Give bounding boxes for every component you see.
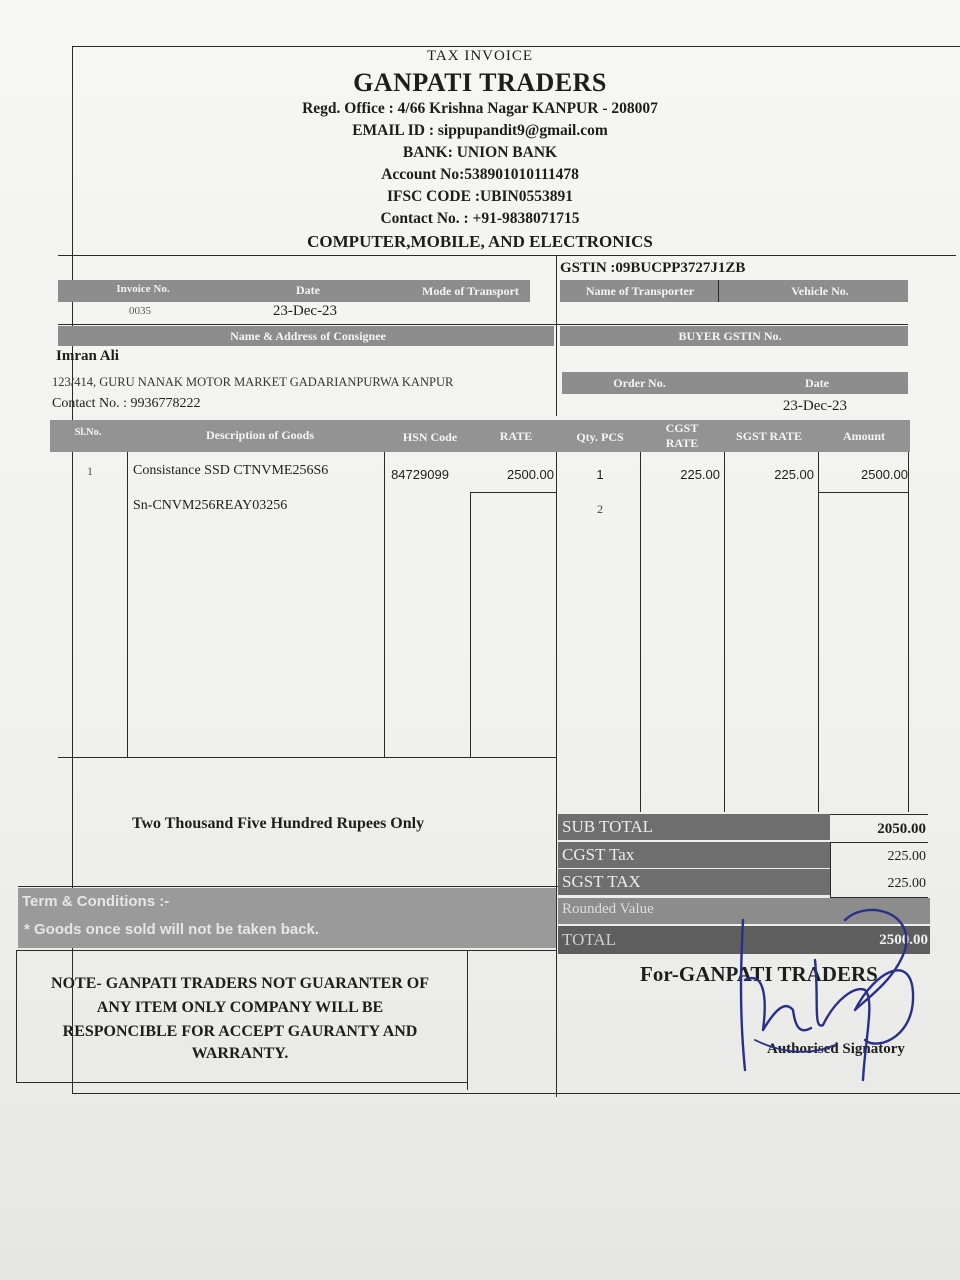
date-label: Date xyxy=(296,283,320,297)
cgst-tax-label: CGST Tax xyxy=(562,845,635,864)
row1-qty: 1 xyxy=(596,467,604,482)
col-line-h xyxy=(818,492,908,493)
col-description: Description of Goods xyxy=(206,428,314,442)
handwritten-signature-image xyxy=(715,890,935,1090)
items-bottom xyxy=(58,757,556,758)
col-hsn: HSN Code xyxy=(402,430,458,444)
col-sgst: SGST RATE xyxy=(736,429,802,443)
order-date-label: Date xyxy=(805,376,829,390)
row1-description: Consistance SSD CTNVME256S6 xyxy=(133,463,329,478)
buyer-gstin-bar xyxy=(560,326,908,346)
note-line-4: WARRANTY. xyxy=(191,1045,289,1062)
total-value: 2500.00 xyxy=(879,932,928,948)
sgst-tax-label: SGST TAX xyxy=(562,872,641,891)
invoice-number: 0035 xyxy=(129,305,151,317)
row1-hsn: 84729099 xyxy=(391,467,449,482)
col-line xyxy=(908,452,909,812)
col-line xyxy=(640,452,641,812)
office-address: Regd. Office : 4/66 Krishna Nagar KANPUR - 208007 xyxy=(302,100,658,117)
doc-type: TAX INVOICE xyxy=(426,48,534,64)
terms-line: * Goods once sold will not be taken back. xyxy=(24,921,320,938)
info-header-bar xyxy=(58,280,530,302)
invoice-date: 23-Dec-23 xyxy=(272,303,338,319)
terms-title: Term & Conditions :- xyxy=(22,893,170,910)
vehicle-label: Vehicle No. xyxy=(791,284,849,298)
amount-in-words: Two Thousand Five Hundred Rupees Only xyxy=(132,815,425,832)
totals-line xyxy=(830,814,928,815)
sgst-tax-value: 225.00 xyxy=(887,876,926,891)
row1-amount: 2500.00 xyxy=(861,467,908,482)
note-line-2: ANY ITEM ONLY COMPANY WILL BE xyxy=(96,999,384,1016)
row1-sgst: 225.00 xyxy=(774,467,814,482)
row2-qty: 2 xyxy=(597,502,603,516)
contact-number: Contact No. : +91-9838071715 xyxy=(380,210,580,227)
items-header-bar xyxy=(50,420,910,452)
info-col-line xyxy=(556,256,557,416)
transporter-label: Name of Transporter xyxy=(585,284,695,298)
transporter-header-bar xyxy=(560,280,908,302)
col-cgst: CGST RATE xyxy=(665,421,699,450)
authorised-signatory: Authorised Signatory xyxy=(767,1041,905,1057)
consignee-header-bar xyxy=(58,326,554,346)
note-bottom-line xyxy=(16,1082,468,1083)
buyer-gstin-label: BUYER GSTIN No. xyxy=(678,329,782,343)
col-line xyxy=(470,492,471,757)
total-label: TOTAL xyxy=(562,930,617,949)
totals-col-line xyxy=(830,842,831,897)
order-no-label: Order No. xyxy=(613,376,666,390)
col-line xyxy=(127,452,128,757)
ifsc-code: IFSC CODE :UBIN0553891 xyxy=(386,188,573,205)
col-line xyxy=(384,452,385,757)
col-amount: Amount xyxy=(842,429,885,443)
subtotal-label: SUB TOTAL xyxy=(562,817,654,836)
note-line-3: RESPONCIBLE FOR ACCEPT GAURANTY AND xyxy=(62,1023,418,1040)
note-side-line xyxy=(16,950,17,1082)
row1-rate: 2500.00 xyxy=(507,467,554,482)
col-sl: Sl.No. xyxy=(74,427,102,438)
order-header-bar xyxy=(562,372,908,394)
subtotal-value: 2050.00 xyxy=(877,821,926,837)
totals-line xyxy=(830,842,928,843)
consignee-contact: Contact No. : 9936778222 xyxy=(52,396,201,411)
bar-divider xyxy=(718,280,719,302)
row-line xyxy=(58,324,908,325)
col-qty: Qty. PCS xyxy=(576,430,624,444)
col-line xyxy=(818,452,819,812)
note-line-1: NOTE- GANPATI TRADERS NOT GUARANTER OF xyxy=(51,975,429,992)
order-date: 23-Dec-23 xyxy=(782,398,848,414)
row1-sl: 1 xyxy=(87,464,93,478)
invoice-no-label: Invoice No. xyxy=(116,283,170,295)
cgst-tax-value: 225.00 xyxy=(887,849,926,864)
account-number: Account No:538901010111478 xyxy=(381,166,579,183)
consignee-address: 123/414, GURU NANAK MOTOR MARKET GADARIANPURWA KANPUR xyxy=(52,375,454,389)
transport-label: Mode of Transport xyxy=(422,284,519,298)
consignee-label: Name & Address of Consignee xyxy=(230,329,386,343)
cgst-label-bar xyxy=(558,842,830,868)
col-line-h xyxy=(470,492,556,493)
note-right-line xyxy=(467,950,468,1090)
col-rate: RATE xyxy=(499,429,533,443)
subtotal-label-bar xyxy=(558,814,830,840)
note-top-line xyxy=(16,950,556,951)
for-company-label: For-GANPATI TRADERS xyxy=(640,962,878,986)
gstin: GSTIN :09BUCPP3727J1ZB xyxy=(560,260,746,276)
business-type: COMPUTER,MOBILE, AND ELECTRONICS xyxy=(307,232,653,251)
company-name: GANPATI TRADERS xyxy=(353,68,607,97)
col-line xyxy=(556,452,557,1097)
header-divider xyxy=(58,255,956,256)
terms-top-line xyxy=(18,886,558,887)
row1-cgst: 225.00 xyxy=(680,467,720,482)
bank-name: BANK: UNION BANK xyxy=(402,144,558,161)
row2-description: Sn-CNVM256REAY03256 xyxy=(133,498,288,513)
rounded-value-label: Rounded Value xyxy=(562,901,654,917)
col-line xyxy=(724,452,725,812)
company-email: EMAIL ID : sippupandit9@gmail.com xyxy=(352,122,608,139)
consignee-name: Imran Ali xyxy=(56,348,119,364)
